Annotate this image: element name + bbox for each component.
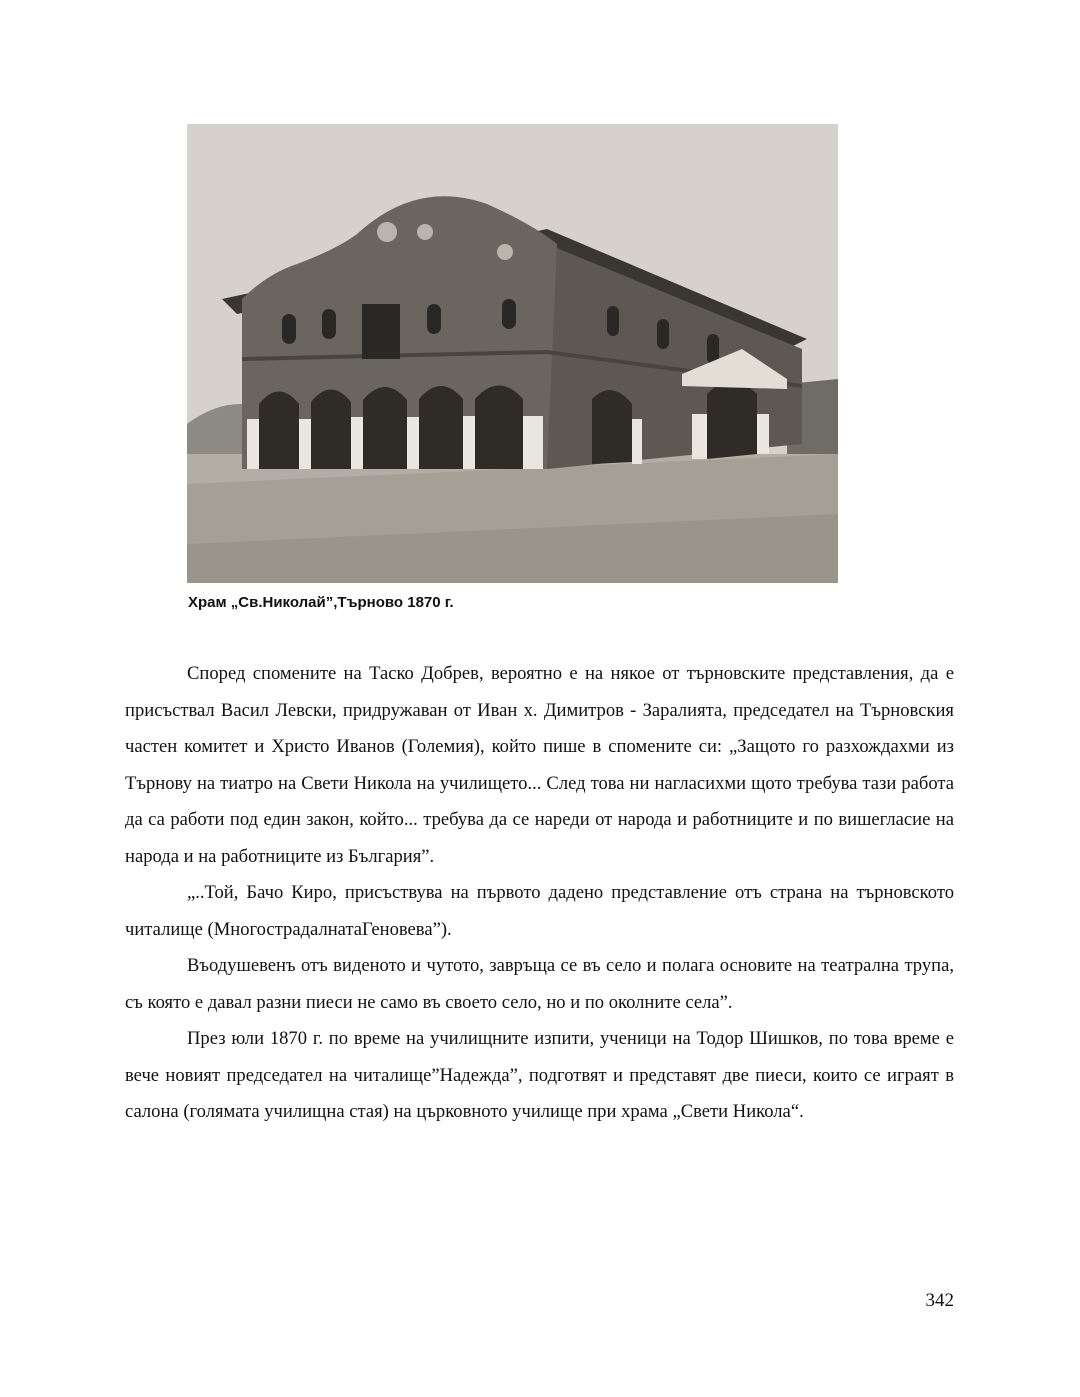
paragraph: През юли 1870 г. по време на училищните изпити, ученици на Тодор Шишков, по това време е вече новият председател на читалище”Надежда”, подготвят и представят две пиеси, които се играят в салона (голямата училищна стая) на църковното училище при храма „Свети Никола“. (125, 1028, 954, 1122)
figure-caption: Храм „Св.Николай”,Търново 1870 г. (188, 594, 454, 611)
page-number: 342 (925, 1290, 954, 1311)
paragraph: „..Той, Бачо Киро, присъствува на първото дадено представление отъ страна на търновското читалище (МногострадалнатаГеновева”). (125, 882, 954, 940)
paragraph: Въодушевенъ отъ виденото и чутото, завръща се въ село и полага основите на театрална трупа, съ която е давал разни пиеси не само въ своето село, но и по околните села”. (125, 955, 954, 1013)
paragraph: Според спомените на Таско Добрев, вероятно е на някое от търновските представления, да е присъствал Васил Левски, придружаван от Иван х. Димитров - Заралията, председател на Търновския частен комитет и Христо Иванов (Големия), който пише в спомените си: „Защото го разхождахми из Търнову на тиатро на Свети Никола на училището... След това ни нагласихми щото требува тази работа да са работи под един закон, който... требува да се нареди от народа и работниците и по вишегласие на народа и на работниците из България”. (125, 663, 954, 867)
body-text (125, 656, 954, 1131)
church-photograph (187, 124, 838, 583)
church-photo-illustration (187, 124, 838, 583)
